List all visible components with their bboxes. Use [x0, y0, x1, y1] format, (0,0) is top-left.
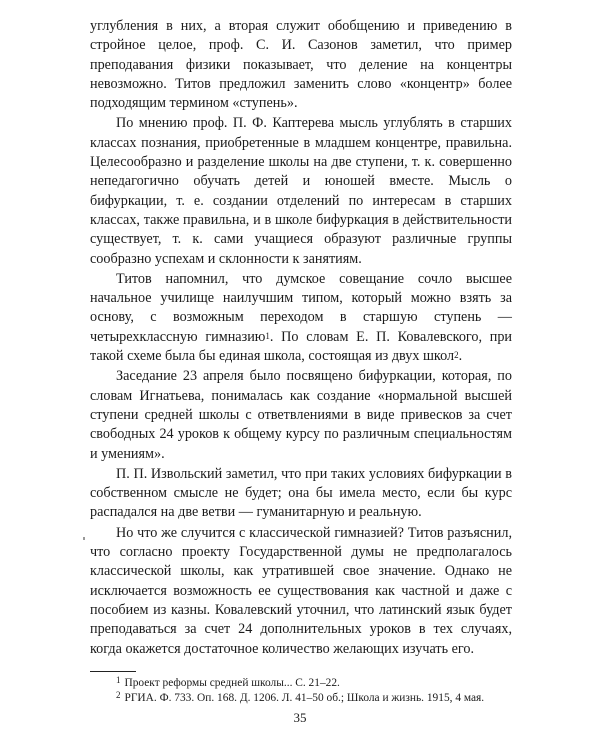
paragraph-6: Но что же случится с классической гимназией? Титов разъяснил, что согласно проекту Государственной думы не предполагалось классической школы, как утратившей свое значение. Однако не исключается возможность ее существования как частной и даже с пособием из казны. Ковалевский уточнил, что латинский язык будет преподаваться за счет 24 дополнительных уроков в тех случаях, когда окажется достаточное количество желающих изучать его. — [90, 524, 512, 657]
footnote-1-number: 1 — [116, 674, 121, 685]
footnote-1-text: Проект реформы средней школы... С. 21–22. — [124, 676, 340, 689]
paragraph-3-text: Титов напомнил, что думское совещание сочло высшее начальное училище наилучшим типом, который можно взять за основу, с возможным переходом в старшую ступень — четырехклассную гимназию — [90, 270, 512, 345]
paragraph-5: П. П. Извольский заметил, что при таких условиях бифуркации в собственном смысле не будет; она бы имела место, если бы курс распадался на две ветви — гуманитарную и реальную. — [90, 465, 512, 521]
footnote-ref-1[interactable]: 1 — [265, 330, 270, 341]
paragraph-3-text-end: . — [458, 348, 463, 365]
paragraph-2: По мнению проф. П. Ф. Каптерева мысль углублять в старших классах познания, приобретенные в младшем концентре, правильна. Целесообразно и разделение школы на две ступени, т. к. совершенно непедагогично обучать детей и юношей вместе. Мысль о бифуркации, т. е. создании отделений по интересам в старших классах, также правильна, и в школе бифуркация в действительности существует, т. к. сами учащиеся образуют различные группы сообразно успехам и склонности к занятиям. — [90, 115, 512, 267]
paragraph-1: углубления в них, а вторая служит обобщению и приведению в стройное целое, проф. С. И. Сазонов заметил, что пример преподавания физики показывает, что деление на концентры невозможно. Титов предложил заменить слово «концентр» более подходящим термином «ступень». — [90, 18, 512, 112]
footnote-divider — [90, 671, 136, 672]
page-body — [90, 17, 512, 706]
footnote-2-number: 2 — [116, 689, 121, 700]
page-number: 35 — [293, 710, 307, 725]
footnote-1 — [90, 676, 512, 691]
paragraph-3 — [90, 270, 512, 366]
footnote-ref-2[interactable]: 2 — [454, 350, 459, 361]
paragraph-3-text-after: . По словам Е. П. Ковалевского, при такой схеме была бы единая школа, состоящая из двух школ — [90, 328, 513, 365]
footnote-2-text: РГИА. Ф. 733. Оп. 168. Д. 1206. Л. 41–50 об.; Школа и жизнь. 1915, 4 мая. — [124, 691, 485, 704]
margin-speck — [83, 537, 85, 540]
paragraph-4: Заседание 23 апреля было посвящено бифуркации, которая, по словам Игнатьева, понималась как создание «нормальной высшей ступени средней школы с ответвлениями в виде привесков за счет свободных 24 уроков к общему курсу по различным специальностям и умениям». — [90, 368, 512, 462]
footnote-2 — [90, 691, 512, 706]
